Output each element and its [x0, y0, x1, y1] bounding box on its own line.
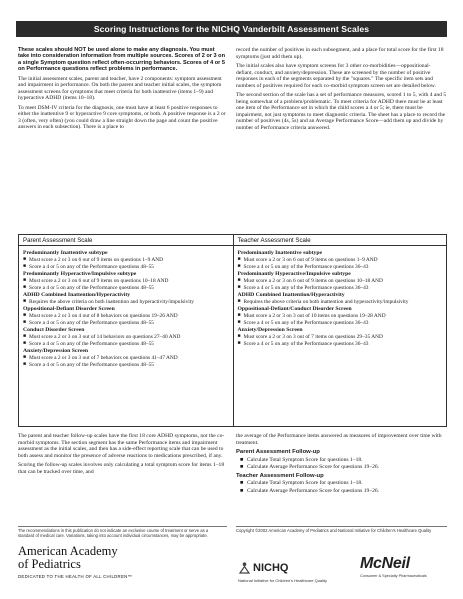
- criterion-text: Score a 4 or 5 on any of the Performance questions 36–43: [243, 285, 369, 292]
- criterion-item: [23, 278, 229, 284]
- criterion-item: [23, 320, 229, 326]
- criterion-text: Requires the above criteria on both inattention and hyperactivity/impulsivity: [29, 298, 194, 305]
- criterion-text: Must score a 2 or 3 on 3 out of 10 items on questions 19–28 AND: [243, 312, 386, 319]
- criterion-item: [238, 341, 443, 347]
- scale-section-title: Predominantly Hyperactive/Impulsive subtype: [237, 271, 351, 278]
- bullet-icon: ■: [237, 277, 241, 283]
- criterion-item: [238, 257, 443, 263]
- bullet-icon: ■: [23, 355, 27, 361]
- bullet-icon: ■: [237, 341, 241, 347]
- criterion-text: Score a 4 or 5 on any of the Performance questions 36–43: [243, 263, 369, 270]
- teacher-followup-title: Teacher Assessment Follow-up: [236, 472, 324, 479]
- nichq-name: NICHQ: [253, 562, 289, 574]
- parent-scale-body: [19, 246, 233, 368]
- criterion-item: [238, 299, 443, 305]
- aap-logo: [18, 545, 168, 579]
- mcneil-subtitle: Consumer & Specialty Pharmaceuticals: [360, 574, 427, 578]
- nichq-subtitle: National Initiative for Children's Healthcare Quality: [238, 578, 328, 583]
- criterion-item: [238, 313, 443, 319]
- bullet-icon: ■: [23, 341, 27, 347]
- scale-section-title: ADHD Combined Inattention/Hyperactivity: [237, 292, 345, 299]
- bullet-icon: ■: [23, 333, 27, 339]
- criterion-text: Score a 4 or 5 on any of the Performance questions 48–55: [29, 341, 155, 348]
- parent-followup-title: Parent Assessment Follow-up: [236, 449, 320, 455]
- parent-scale-column: [19, 235, 233, 426]
- footer-divider-right: [236, 526, 447, 527]
- scale-section-title: Predominantly Inattentive subtype: [237, 250, 323, 256]
- disclaimer-text: The recommendations in this publication do not indicate an exclusive course of treatment or serve as a standard of medical care. Variations, taking into account individual circumstances, may be appropriate.: [18, 528, 209, 538]
- bullet-icon: ■: [23, 362, 27, 368]
- followup-paragraph-3: the average of the Performance items answered as measures of improvement over time with treatment.: [236, 433, 442, 446]
- scale-section-title: Anxiety/Depression Screen: [23, 348, 89, 355]
- scale-section-title: Conduct Disorder Screen: [23, 327, 85, 334]
- intro-paragraph-2: To meet DSM-IV criteria for the diagnosis, one must have at least 6 positive responses to either the inattentive 9 or hyperactive 9 core symptoms, or both. A positive response is a 2 or 3 (often, very often) (you could draw a line straight down the page and count the positive answers in each subsection). There is a place to: [18, 104, 226, 131]
- parent-followup-item: ■ Calculate Average Performance Score for questions 19–26.: [240, 464, 380, 470]
- teacher-scale-body: [234, 246, 447, 347]
- copyright-text: Copyright ©2002 American Academy of Pediatrics and National Initiative for Children's Healthcare Quality: [236, 528, 432, 533]
- intro-paragraph-5: The second section of the scale has a set of performance measures, scored 1 to 5, with 4 and 5 being somewhat of a problem/problematic. To meet criteria for ADHD there must be at least one item of the Performance set in which the child scores a 4 or 5; ie, there must be impairment, not just symptoms to meet diagnostic criteria. The sheet has a place to record the number of positives (4s, 5s) and an Average Performance Score—add them up and divide by number of Performance criteria answered.: [236, 92, 447, 131]
- bullet-icon: ■: [237, 312, 241, 318]
- criterion-text: Must score a 2 or 3 on 3 out of 7 items on questions 29–35 AND: [243, 333, 383, 340]
- bullet-icon: ■: [23, 277, 27, 283]
- criterion-item: [23, 299, 229, 305]
- criterion-item: [238, 334, 443, 340]
- criterion-text: Score a 4 or 5 on any of the Performance questions 48–55: [29, 320, 155, 327]
- criterion-text: Requires the above criteria on both inattention and hyperactivity/impulsivity: [243, 298, 409, 305]
- parent-followup-item: ■ Calculate Total Symptom Score for questions 1–18.: [240, 456, 363, 463]
- aap-name-line-2: of Pediatrics: [18, 557, 81, 571]
- followup-left-column: [18, 433, 227, 478]
- aap-tagline: DEDICATED TO THE HEALTH OF ALL CHILDREN™: [18, 574, 133, 579]
- followup-paragraph-2: Scoring the follow-up scales involves only calculating a total symptom score for items 1–18 that can be tracked over time, and: [18, 462, 225, 475]
- teacher-followup-item: ■ Calculate Total Symptom Score for questions 1–18.: [240, 480, 363, 486]
- criterion-item: [23, 334, 229, 340]
- criterion-text: Must score a 2 or 3 on 4 out of 8 behaviors on questions 19–26 AND: [29, 312, 178, 319]
- criterion-text: Must score a 2 or 3 on 6 out of 9 items on questions 1–9 AND: [243, 256, 378, 263]
- criterion-item: [23, 257, 229, 263]
- intro-paragraph-1: The initial assessment scales, parent and teacher, have 2 components: symptom assessment and impairment in performance. On both the parent and teacher initial scales, the symptom assessment screens for symptoms that meet criteria for both inattentive (items 1–9) and hyperactive ADHD (items 10–18).: [18, 75, 222, 102]
- nichq-logo: [238, 562, 288, 574]
- intro-paragraph-4: The initial scales also have symptom screens for 3 other co-morbidities—oppositional-defiant, conduct, and anxiety/depression. These are screened by the number of positive responses in each of the segments separated by the "squares." The specific item sets and numbers of positives required for each co-morbid symptom screen set are detailed below.: [236, 63, 436, 89]
- criterion-item: [23, 362, 229, 368]
- criterion-item: [238, 320, 443, 326]
- footer-divider-left: [18, 526, 227, 527]
- bullet-icon: ■: [23, 298, 27, 304]
- bullet-icon: ■: [23, 312, 27, 318]
- bullet-icon: ■: [23, 320, 27, 326]
- nichq-figure-icon: [238, 562, 251, 574]
- bullet-icon: ■: [237, 333, 241, 339]
- teacher-scale-title: Teacher Assessment Scale: [234, 235, 447, 246]
- mcneil-logo: [360, 555, 427, 578]
- criterion-text: Must score a 2 or 3 on 6 out of 9 items on questions 10–18 AND: [29, 277, 169, 284]
- scale-section-title: Oppositional-Defiant Disorder Screen: [23, 306, 115, 313]
- scale-section-title: Oppositional-Defiant/Conduct Disorder Screen: [237, 306, 352, 313]
- bullet-icon: ■: [237, 285, 241, 291]
- criterion-item: [238, 278, 443, 284]
- criterion-text: Score a 4 or 5 on any of the Performance questions 36–43: [243, 341, 369, 348]
- intro-lead: These scales should NOT be used alone to make any diagnosis. You must take into consideration information from multiple sources. Scores of 2 or 3 on a single Symptom question reflect often-occurring behaviors. Scores of 4 or 5 on Performance questions reflect problems in performance.: [18, 47, 226, 73]
- intro-left-column: [18, 47, 227, 134]
- criterion-item: [23, 341, 229, 347]
- scale-section-title: Predominantly Hyperactive/Impulsive subtype: [23, 271, 137, 278]
- bullet-icon: ■: [237, 263, 241, 269]
- criterion-item: [23, 264, 229, 270]
- criterion-text: Score a 4 or 5 on any of the Performance questions 48–55: [29, 263, 155, 270]
- bullet-icon: ■: [237, 298, 241, 304]
- criterion-item: [23, 313, 229, 319]
- followup-paragraph-1: The parent and teacher follow-up scales have the first 18 core ADHD symptoms, not the co-morbid symptoms. The section segment has the same Performance items and impairment assessment as the initial scales, and then has a side-effect reporting scale that can be used to both assess and monitor the presence of adverse reactions to medications prescribed, if any.: [18, 433, 225, 459]
- criterion-item: [238, 264, 443, 270]
- criterion-text: Score a 4 or 5 on any of the Performance questions 48–55: [29, 362, 155, 369]
- criterion-text: Score a 4 or 5 on any of the Performance questions 36–43: [243, 320, 369, 327]
- bullet-icon: ■: [237, 320, 241, 326]
- assessment-scale-table: [18, 234, 447, 427]
- teacher-followup-item: ■ Calculate Average Performance Score for questions 19–26.: [240, 487, 380, 494]
- criterion-item: [238, 285, 443, 291]
- criterion-text: Score a 4 or 5 on any of the Performance questions 48–55: [29, 285, 155, 292]
- criterion-item: [23, 285, 229, 291]
- scale-section-title: Anxiety/Depression Screen: [237, 327, 303, 334]
- aap-name-line-1: American Academy: [18, 544, 118, 558]
- parent-scale-title: Parent Assessment Scale: [19, 235, 233, 246]
- followup-right-column: [236, 433, 447, 495]
- mcneil-name: McNeil: [360, 555, 410, 572]
- criterion-text: Must score a 2 or 3 on 3 out of 14 behaviors on questions 27–40 AND: [29, 333, 181, 340]
- scale-section-title: Predominantly Inattentive subtype: [23, 250, 108, 256]
- intro-right-column: [236, 47, 447, 134]
- criterion-item: [23, 355, 229, 361]
- bullet-icon: ■: [23, 263, 27, 269]
- bullet-icon: ■: [23, 256, 27, 262]
- scale-section-title: ADHD Combined Inattention/Hyperactivity: [23, 292, 131, 299]
- criterion-text: Must score a 2 or 3 on 3 out of 7 behaviors on questions 41–47 AND: [29, 355, 178, 362]
- bullet-icon: ■: [237, 256, 241, 262]
- criterion-text: Must score a 2 or 3 on 6 out of 9 items on questions 10–18 AND: [243, 277, 383, 284]
- bullet-icon: ■: [23, 285, 27, 291]
- teacher-scale-column: [233, 235, 447, 426]
- criterion-text: Must score a 2 or 3 on 6 out of 9 items on questions 1–9 AND: [29, 256, 164, 263]
- intro-paragraph-3: record the number of positives in each subsegment, and a place for total score for the first 18 symptoms (just add them up).: [236, 47, 444, 60]
- page-title: Scoring Instructions for the NICHQ Vanderbilt Assessment Scales: [16, 21, 447, 37]
